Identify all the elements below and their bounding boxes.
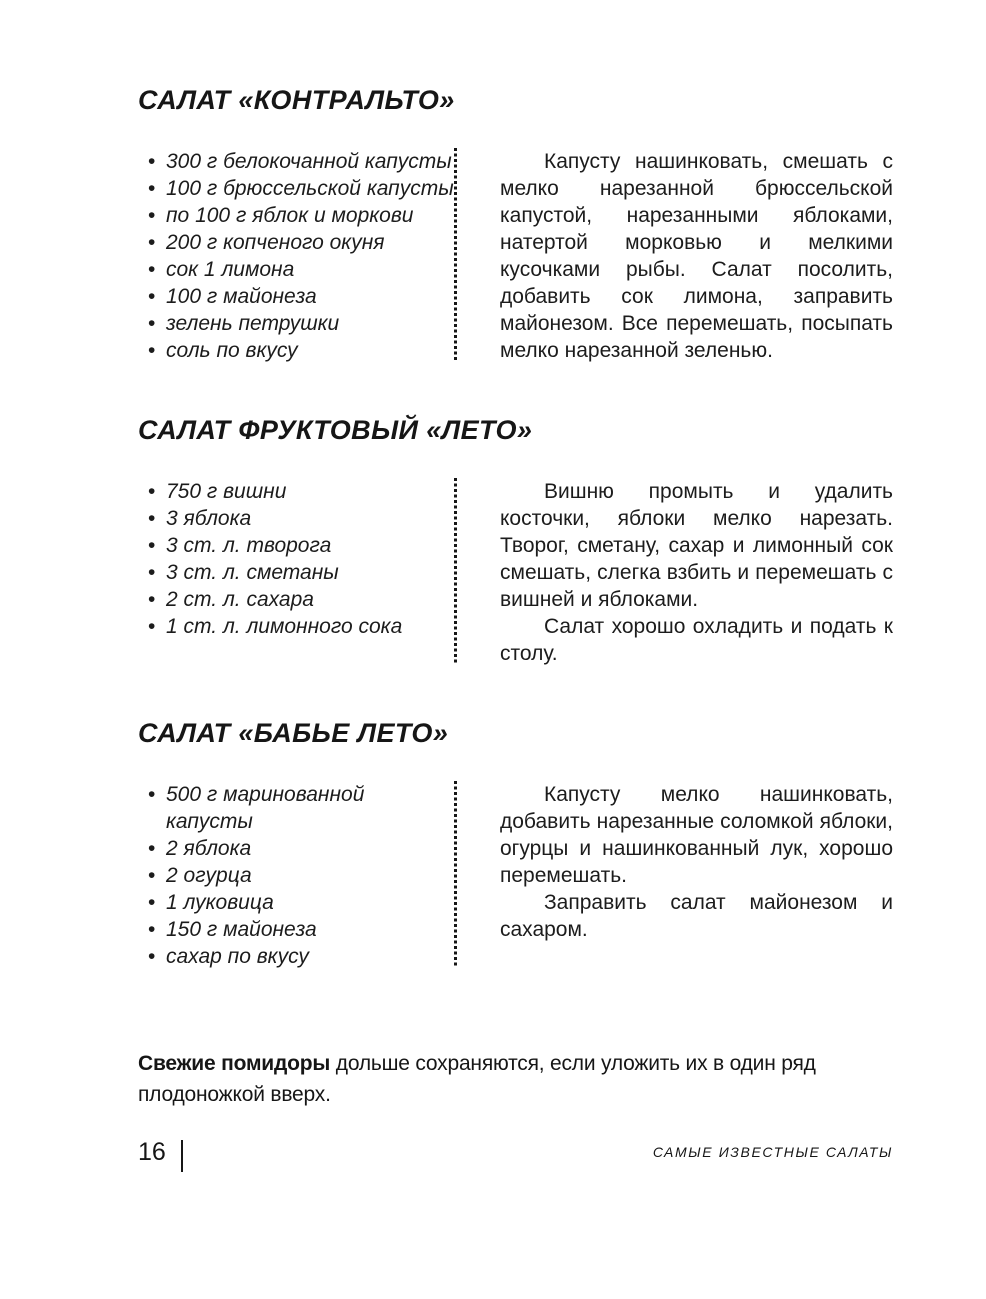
recipe-section-babye-leto <box>138 717 893 970</box>
ingredients-list <box>138 146 454 364</box>
ingredient-item: • сок 1 лимона <box>148 256 454 283</box>
instructions-text <box>457 146 893 364</box>
recipe-body <box>138 476 893 667</box>
page-number <box>138 1136 183 1168</box>
instruction-paragraph: Салат хорошо охладить и подать к столу. <box>500 615 893 665</box>
page-number-value: 16 <box>138 1137 166 1166</box>
ingredient-item: • 150 г майонеза <box>148 916 454 943</box>
ingredient-item: • 100 г брюссельской капусты <box>148 175 454 202</box>
instruction-paragraph: Капусту мелко нашинковать, добавить нарезанные соломкой яблоки, огурцы и нашинкованный лук, хорошо перемешать. <box>500 783 893 887</box>
ingredient-item: • 3 ст. л. творога <box>148 532 454 559</box>
page-footer <box>138 1136 893 1168</box>
ingredient-item: • 3 ст. л. сметаны <box>148 559 454 586</box>
instructions-text <box>457 779 893 970</box>
recipe-section-kontralto <box>138 84 893 364</box>
ingredient-item: • 2 яблока <box>148 835 454 862</box>
ingredient-item: • 1 луковица <box>148 889 454 916</box>
ingredient-item: • 2 огурца <box>148 862 454 889</box>
recipe-body <box>138 146 893 364</box>
ingredient-item: • 750 г вишни <box>148 478 454 505</box>
recipe-title: САЛАТ ФРУКТОВЫЙ «ЛЕТО» <box>138 415 533 445</box>
recipe-body <box>138 779 893 970</box>
instruction-paragraph: Заправить салат майонезом и сахаром. <box>500 891 893 941</box>
recipe-title: САЛАТ «КОНТРАЛЬТО» <box>138 85 455 115</box>
ingredients-list <box>138 779 454 970</box>
ingredient-item: • 2 ст. л. сахара <box>148 586 454 613</box>
instruction-paragraph: Вишню промыть и удалить косточки, яблоки мелко нарезать. Творог, сметану, сахар и лимонный сок смешать, слегка взбить и перемешать с вишней и яблоками. <box>500 480 893 611</box>
ingredient-item: • 3 яблока <box>148 505 454 532</box>
kitchen-tip <box>138 1048 893 1110</box>
recipe-title: САЛАТ «БАБЬЕ ЛЕТО» <box>138 718 449 748</box>
footer-divider-bar <box>181 1140 183 1172</box>
ingredient-item: • 200 г копченого окуня <box>148 229 454 256</box>
ingredient-item: • по 100 г яблок и моркови <box>148 202 454 229</box>
recipe-section-fruktovy-leto <box>138 414 893 667</box>
ingredients-list <box>138 476 454 667</box>
ingredient-item: • сахар по вкусу <box>148 943 454 970</box>
ingredient-item: • 100 г майонеза <box>148 283 454 310</box>
running-title: САМЫЕ ИЗВЕСТНЫЕ САЛАТЫ <box>652 1144 893 1160</box>
instruction-paragraph: Капусту нашинковать, смешать с мелко нарезанной брюссельской капустой, нарезанными яблоками, натертой морковью и мелкими кусочками рыбы. Салат посолить, добавить сок лимона, заправить майонезом. Все перемешать, посыпать мелко нарезанной зеленью. <box>500 150 893 362</box>
ingredient-item: • зелень петрушки <box>148 310 454 337</box>
instructions-text <box>457 476 893 667</box>
ingredient-item: • 500 г маринованной капусты <box>148 781 454 835</box>
ingredient-item: • соль по вкусу <box>148 337 454 364</box>
tip-text: дольше сохраняются, если уложить их в один ряд плодоножкой вверх. <box>138 1052 816 1106</box>
ingredient-item: • 1 ст. л. лимонного сока <box>148 613 454 640</box>
tip-lead-in: Свежие помидоры <box>138 1052 331 1075</box>
ingredient-item: • 300 г белокочанной капусты <box>148 148 454 175</box>
